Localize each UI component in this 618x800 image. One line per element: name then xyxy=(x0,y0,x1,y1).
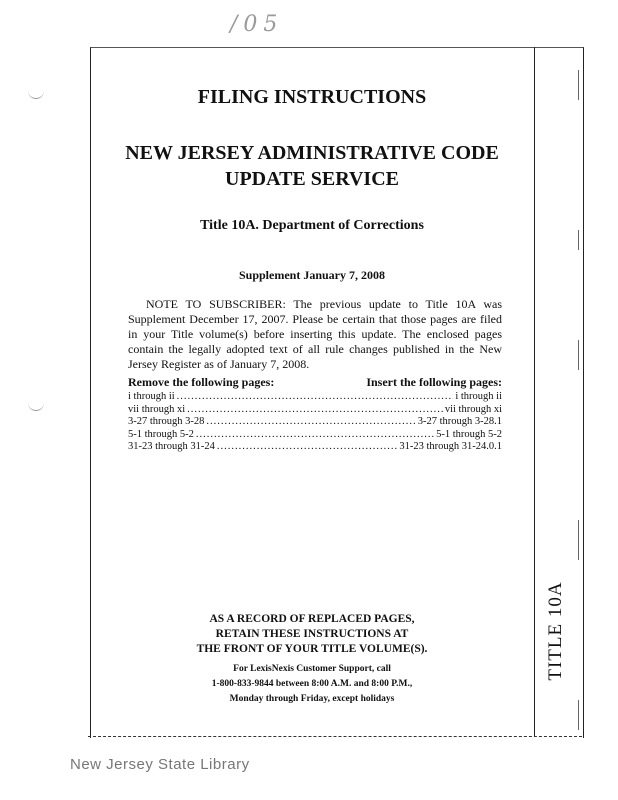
remove-column-header: Remove the following pages: xyxy=(128,375,275,389)
dot-leader xyxy=(217,441,397,454)
dot-leader xyxy=(187,404,443,417)
table-row xyxy=(128,404,502,417)
record-line: RETAIN THESE INSTRUCTIONS AT xyxy=(215,628,409,640)
spine-tick xyxy=(578,340,579,370)
dot-leader xyxy=(206,416,415,429)
insert-pages: i through ii xyxy=(455,391,502,402)
hole-punch-mark xyxy=(28,400,44,411)
insert-column-header: Insert the following pages: xyxy=(366,375,502,389)
table-header xyxy=(128,375,502,390)
support-line: 1-800-833-9844 between 8:00 A.M. and 8:00 P.M., xyxy=(211,679,413,689)
insert-pages: 3-27 through 3-28.1 xyxy=(417,416,502,427)
dot-leader xyxy=(196,429,434,442)
note-line: Supplement December 17, 2007. Please be certain that those pages are filed xyxy=(128,312,502,326)
subscriber-note xyxy=(128,297,502,372)
table-row xyxy=(128,441,502,454)
support-line: For LexisNexis Customer Support, call xyxy=(233,664,391,674)
spine-tick xyxy=(578,230,579,250)
spine-divider xyxy=(534,47,535,737)
table-row xyxy=(128,429,502,442)
customer-support-info xyxy=(90,662,534,707)
table-row xyxy=(128,416,502,429)
spine-tick xyxy=(578,700,579,730)
remove-pages: vii through xi xyxy=(128,403,186,415)
note-line: in your Title volume(s) before inserting this update. The enclosed pages xyxy=(128,327,502,341)
code-title-line: NEW JERSEY ADMINISTRATIVE CODE xyxy=(125,142,499,164)
support-line: Monday through Friday, except holidays xyxy=(229,694,395,704)
record-line: AS A RECORD OF REPLACED PAGES, xyxy=(209,613,415,625)
bottom-rule xyxy=(88,736,582,737)
remove-pages: 3-27 through 3-28 xyxy=(128,416,205,427)
note-line: contain the legally adopted text of all rule changes published in the New xyxy=(128,342,502,356)
code-title-line: UPDATE SERVICE xyxy=(225,168,399,190)
code-title xyxy=(90,140,534,192)
table-row xyxy=(128,391,502,404)
insert-pages: vii through xi xyxy=(444,403,502,415)
spine-tick xyxy=(578,520,579,560)
dot-leader xyxy=(177,391,454,404)
supplement-date: Supplement January 7, 2008 xyxy=(238,268,386,282)
note-line: Jersey Register as of January 7, 2008. xyxy=(128,357,310,371)
spine-tick xyxy=(578,70,579,100)
remove-pages: i through ii xyxy=(128,391,175,402)
insert-pages: 5-1 through 5-2 xyxy=(436,428,502,440)
remove-pages: 5-1 through 5-2 xyxy=(128,428,194,440)
spine-label: TITLE 10A xyxy=(545,581,566,681)
record-instructions xyxy=(90,612,534,657)
title-line: Title 10A. Department of Corrections xyxy=(200,218,424,233)
library-stamp: New Jersey State Library xyxy=(70,756,250,773)
handwritten-mark: /05 xyxy=(230,12,284,37)
hole-punch-mark xyxy=(28,88,44,99)
insert-pages: 31-23 through 31-24.0.1 xyxy=(399,441,502,452)
note-line: NOTE TO SUBSCRIBER: The previous update to Title 10A was xyxy=(146,297,502,311)
record-line: THE FRONT OF YOUR TITLE VOLUME(S). xyxy=(196,643,428,655)
page-heading: FILING INSTRUCTIONS xyxy=(197,86,427,108)
page-replacement-table xyxy=(128,375,502,454)
remove-pages: 31-23 through 31-24 xyxy=(128,441,215,452)
